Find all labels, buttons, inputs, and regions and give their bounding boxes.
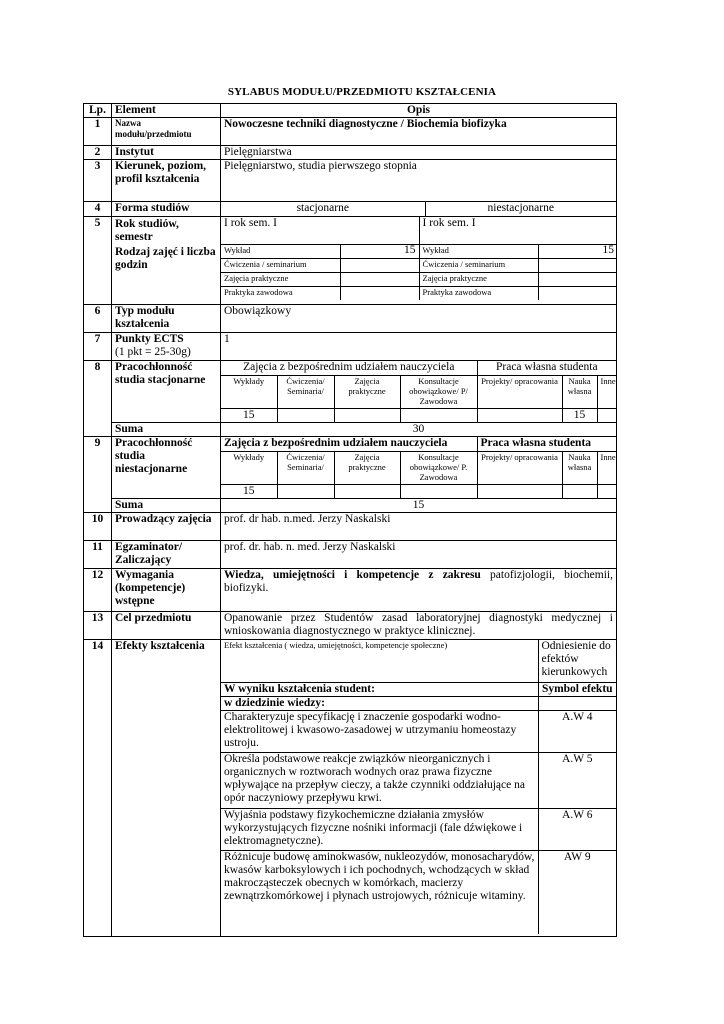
type-label: Praktyka zawodowa — [419, 286, 538, 300]
ects-label: Punkty ECTS — [115, 333, 184, 345]
year-stac: I rok sem. I — [221, 217, 419, 244]
row-number: 3 — [84, 160, 112, 202]
header-element: Element — [112, 104, 221, 118]
row-number: 8 — [84, 361, 112, 437]
hours-value: 15 — [538, 244, 617, 258]
row-9-sum — [84, 499, 617, 513]
col-value — [400, 484, 477, 498]
header-lp: Lp. — [84, 104, 112, 118]
row-value — [221, 217, 617, 305]
col-header: Projekty/ opracowania — [477, 451, 562, 484]
row-3 — [84, 160, 617, 202]
row-4 — [84, 202, 617, 217]
col-header: Zajęcia praktyczne — [334, 375, 400, 408]
effect-symbol: A.W 4 — [538, 710, 616, 752]
type-label: Ćwiczenia / seminarium — [221, 258, 340, 272]
row-number: 12 — [84, 569, 112, 612]
type-label: Wykład — [221, 244, 340, 258]
row-number: 11 — [84, 541, 112, 569]
knowledge-section-symbol — [538, 696, 616, 710]
requirements-bold: Wiedza, umiejętności i kompetencje z zakresu — [224, 569, 481, 581]
col-header: Ćwiczenia/ Seminaria/ — [277, 375, 334, 408]
hours-value — [340, 272, 419, 286]
type-label: Wykład — [419, 244, 538, 258]
type-label: Ćwiczenia / seminarium — [419, 258, 538, 272]
effects-table — [221, 640, 616, 934]
row-value: Pielęgniarstwa — [221, 146, 617, 160]
col-header: Nauka własna — [562, 451, 597, 484]
workload-table — [221, 361, 616, 422]
type-label: Zajęcia praktyczne — [221, 272, 340, 286]
row-number: 10 — [84, 513, 112, 541]
row-1 — [84, 118, 617, 146]
col-header: Inne — [597, 375, 616, 408]
col-header: Nauka własna — [562, 375, 597, 408]
type-label: Zajęcia praktyczne — [419, 272, 538, 286]
row-label-year: Rok studiów, semestr — [115, 218, 179, 243]
row-2 — [84, 146, 617, 160]
form-stacjonarne: stacjonarne — [221, 202, 425, 216]
col-header: Projekty/ opracowania — [477, 375, 562, 408]
effect-symbol: AW 9 — [538, 850, 616, 934]
workload-stac — [221, 361, 617, 423]
row-number: 7 — [84, 333, 112, 361]
row-value: Opanowanie przez Studentów zasad laboratoryjnej diagnostyki medycznej i wnioskowania diagnostycznego w praktyce klinicznej. — [221, 612, 617, 640]
workload-niestac — [221, 437, 617, 499]
row-label: Prowadzący zajęcia — [112, 513, 221, 541]
row-value: prof. dr. hab. n. med. Jerzy Naskalski — [221, 541, 617, 569]
row-label: Pracochłonność studia stacjonarne — [112, 361, 221, 423]
effect-symbol: A.W 6 — [538, 808, 616, 850]
col-value — [334, 484, 400, 498]
col-value — [400, 408, 477, 422]
row-label: Cel przedmiotu — [112, 612, 221, 640]
row-13 — [84, 612, 617, 640]
col-value — [562, 484, 597, 498]
row-number: 5 — [84, 217, 112, 305]
row-label: Egzaminator/ Zaliczający — [112, 541, 221, 569]
sum-label: Suma — [112, 499, 221, 513]
effect-text: Wyjaśnia podstawy fizykochemiczne działania zmysłów wykorzystujących fizyczne nośniki informacji (fale dźwiękowe i elektromagnetyczne). — [221, 808, 538, 850]
col-header: Wykłady — [221, 451, 277, 484]
row-label: Typ modułu kształcenia — [112, 305, 221, 333]
hours-value — [538, 258, 617, 272]
row-label: Instytut — [112, 146, 221, 160]
col-value — [597, 484, 616, 498]
col-value — [334, 408, 400, 422]
col-value — [477, 484, 562, 498]
col-header: Ćwiczenia/ Seminaria/ — [277, 451, 334, 484]
row-number: 4 — [84, 202, 112, 217]
row-10 — [84, 513, 617, 541]
requirements-rest: patofizjologii, biochemii, biofizyki. — [224, 569, 613, 594]
sum-label: Suma — [112, 423, 221, 437]
sum-value: 30 — [221, 423, 617, 437]
row-14 — [84, 640, 617, 937]
effects-cell — [221, 640, 617, 937]
col-header: Inne — [597, 451, 616, 484]
row-label: Wymagania (kompetencje) wstępne — [112, 569, 221, 612]
knowledge-section: w dziedzinie wiedzy: — [221, 696, 538, 710]
row-8 — [84, 361, 617, 423]
col-value: 15 — [221, 408, 277, 422]
hours-value — [538, 286, 617, 300]
row-label: Pracochłonność studia niestacjonarne — [112, 437, 221, 499]
row-value — [221, 202, 617, 217]
col-header: Wykłady — [221, 375, 277, 408]
row-value: Nowoczesne techniki diagnostyczne / Biochemia biofizyka — [221, 118, 617, 146]
type-label: Praktyka zawodowa — [221, 286, 340, 300]
symbol-subheader: Symbol efektu — [538, 682, 616, 696]
row-11 — [84, 541, 617, 569]
year-niestac: I rok sem. I — [419, 217, 617, 244]
row-label — [112, 217, 221, 305]
effect-text: Charakteryzuje specyfikację i znaczenie gospodarki wodno-elektrolitowej i kwasowo-zasadowej w utrzymaniu homeostazy ustroju. — [221, 710, 538, 752]
form-niestacjonarne: niestacjonarne — [487, 202, 554, 214]
group-own: Praca własna studenta — [477, 437, 616, 451]
col-value — [477, 408, 562, 422]
col-value — [277, 408, 334, 422]
row-8-sum — [84, 423, 617, 437]
hours-table — [221, 217, 617, 300]
effects-subheader: W wyniku kształcenia student: — [221, 682, 538, 696]
row-9 — [84, 437, 617, 499]
document-title: SYLABUS MODUŁU/PRZEDMIOTU KSZTAŁCENIA — [227, 86, 497, 98]
group-direct: Zajęcia z bezpośrednim udziałem nauczyciela — [221, 361, 477, 375]
hours-value — [340, 286, 419, 300]
row-12 — [84, 569, 617, 612]
col-value: 15 — [221, 484, 277, 498]
row-value: Pielęgniarstwo, studia pierwszego stopnia — [221, 160, 617, 202]
hours-value: 15 — [340, 244, 419, 258]
row-5 — [84, 217, 617, 305]
row-number: 9 — [84, 437, 112, 513]
row-label: Kierunek, poziom, profil kształcenia — [112, 160, 221, 202]
row-number: 14 — [84, 640, 112, 937]
hours-value — [538, 272, 617, 286]
sum-value: 15 — [221, 499, 617, 513]
row-number: 13 — [84, 612, 112, 640]
row-value: 1 — [221, 333, 617, 361]
group-own: Praca własna studenta — [477, 361, 616, 375]
col-value: 15 — [562, 408, 597, 422]
header-row — [84, 104, 617, 118]
row-label-hours: Rodzaj zajęć i liczba godzin — [115, 246, 216, 271]
row-label: Forma studiów — [112, 202, 221, 217]
row-value: prof. dr hab. n.med. Jerzy Naskalski — [221, 513, 617, 541]
row-6 — [84, 305, 617, 333]
reference-col-header: Odniesienie do efektów kierunkowych — [538, 640, 616, 682]
effect-text: Różnicuje budowę aminokwasów, nukleozydów, monosacharydów, kwasów karboksylowych i ich pochodnych, wchodzących w skład makrocząsteczek obecnych w komórkach, macierzy zewnątrzkomórkowej i płynach ustrojowych, różnicuje witaminy. — [221, 850, 538, 934]
row-number: 2 — [84, 146, 112, 160]
group-direct: Zajęcia z bezpośrednim udziałem nauczyciela — [221, 437, 477, 451]
row-label: Nazwa modułu/przedmiotu — [112, 118, 221, 146]
col-header: Zajęcia praktyczne — [334, 451, 400, 484]
col-header: Konsultacje obowiązkowe/ P. Zawodowa — [400, 451, 477, 484]
col-value — [597, 408, 616, 422]
effects-col-header: Efekt kształcenia ( wiedza, umiejętności, kompetencje społeczne) — [221, 640, 538, 682]
effect-symbol: A.W 5 — [538, 752, 616, 808]
row-label — [112, 333, 221, 361]
header-opis: Opis — [221, 104, 617, 118]
col-value — [277, 484, 334, 498]
syllabus-table — [83, 103, 617, 937]
row-value: Obowiązkowy — [221, 305, 617, 333]
row-number: 6 — [84, 305, 112, 333]
row-7 — [84, 333, 617, 361]
hours-value — [340, 258, 419, 272]
effect-text: Określa podstawowe reakcje związków nieorganicznych i organicznych w roztworach wodnych oraz prawa fizyczne wpływające na przepływ cieczy, a także czynniki oddziałujące na opór naczyniowy przepływu krwi. — [221, 752, 538, 808]
workload-table — [221, 437, 616, 498]
row-value — [221, 569, 617, 612]
row-number: 1 — [84, 118, 112, 146]
col-header: Konsultacje obowiązkowe/ P/ Zawodowa — [400, 375, 477, 408]
ects-note: (1 pkt = 25-30g) — [115, 346, 191, 358]
row-label: Efekty kształcenia — [112, 640, 221, 937]
